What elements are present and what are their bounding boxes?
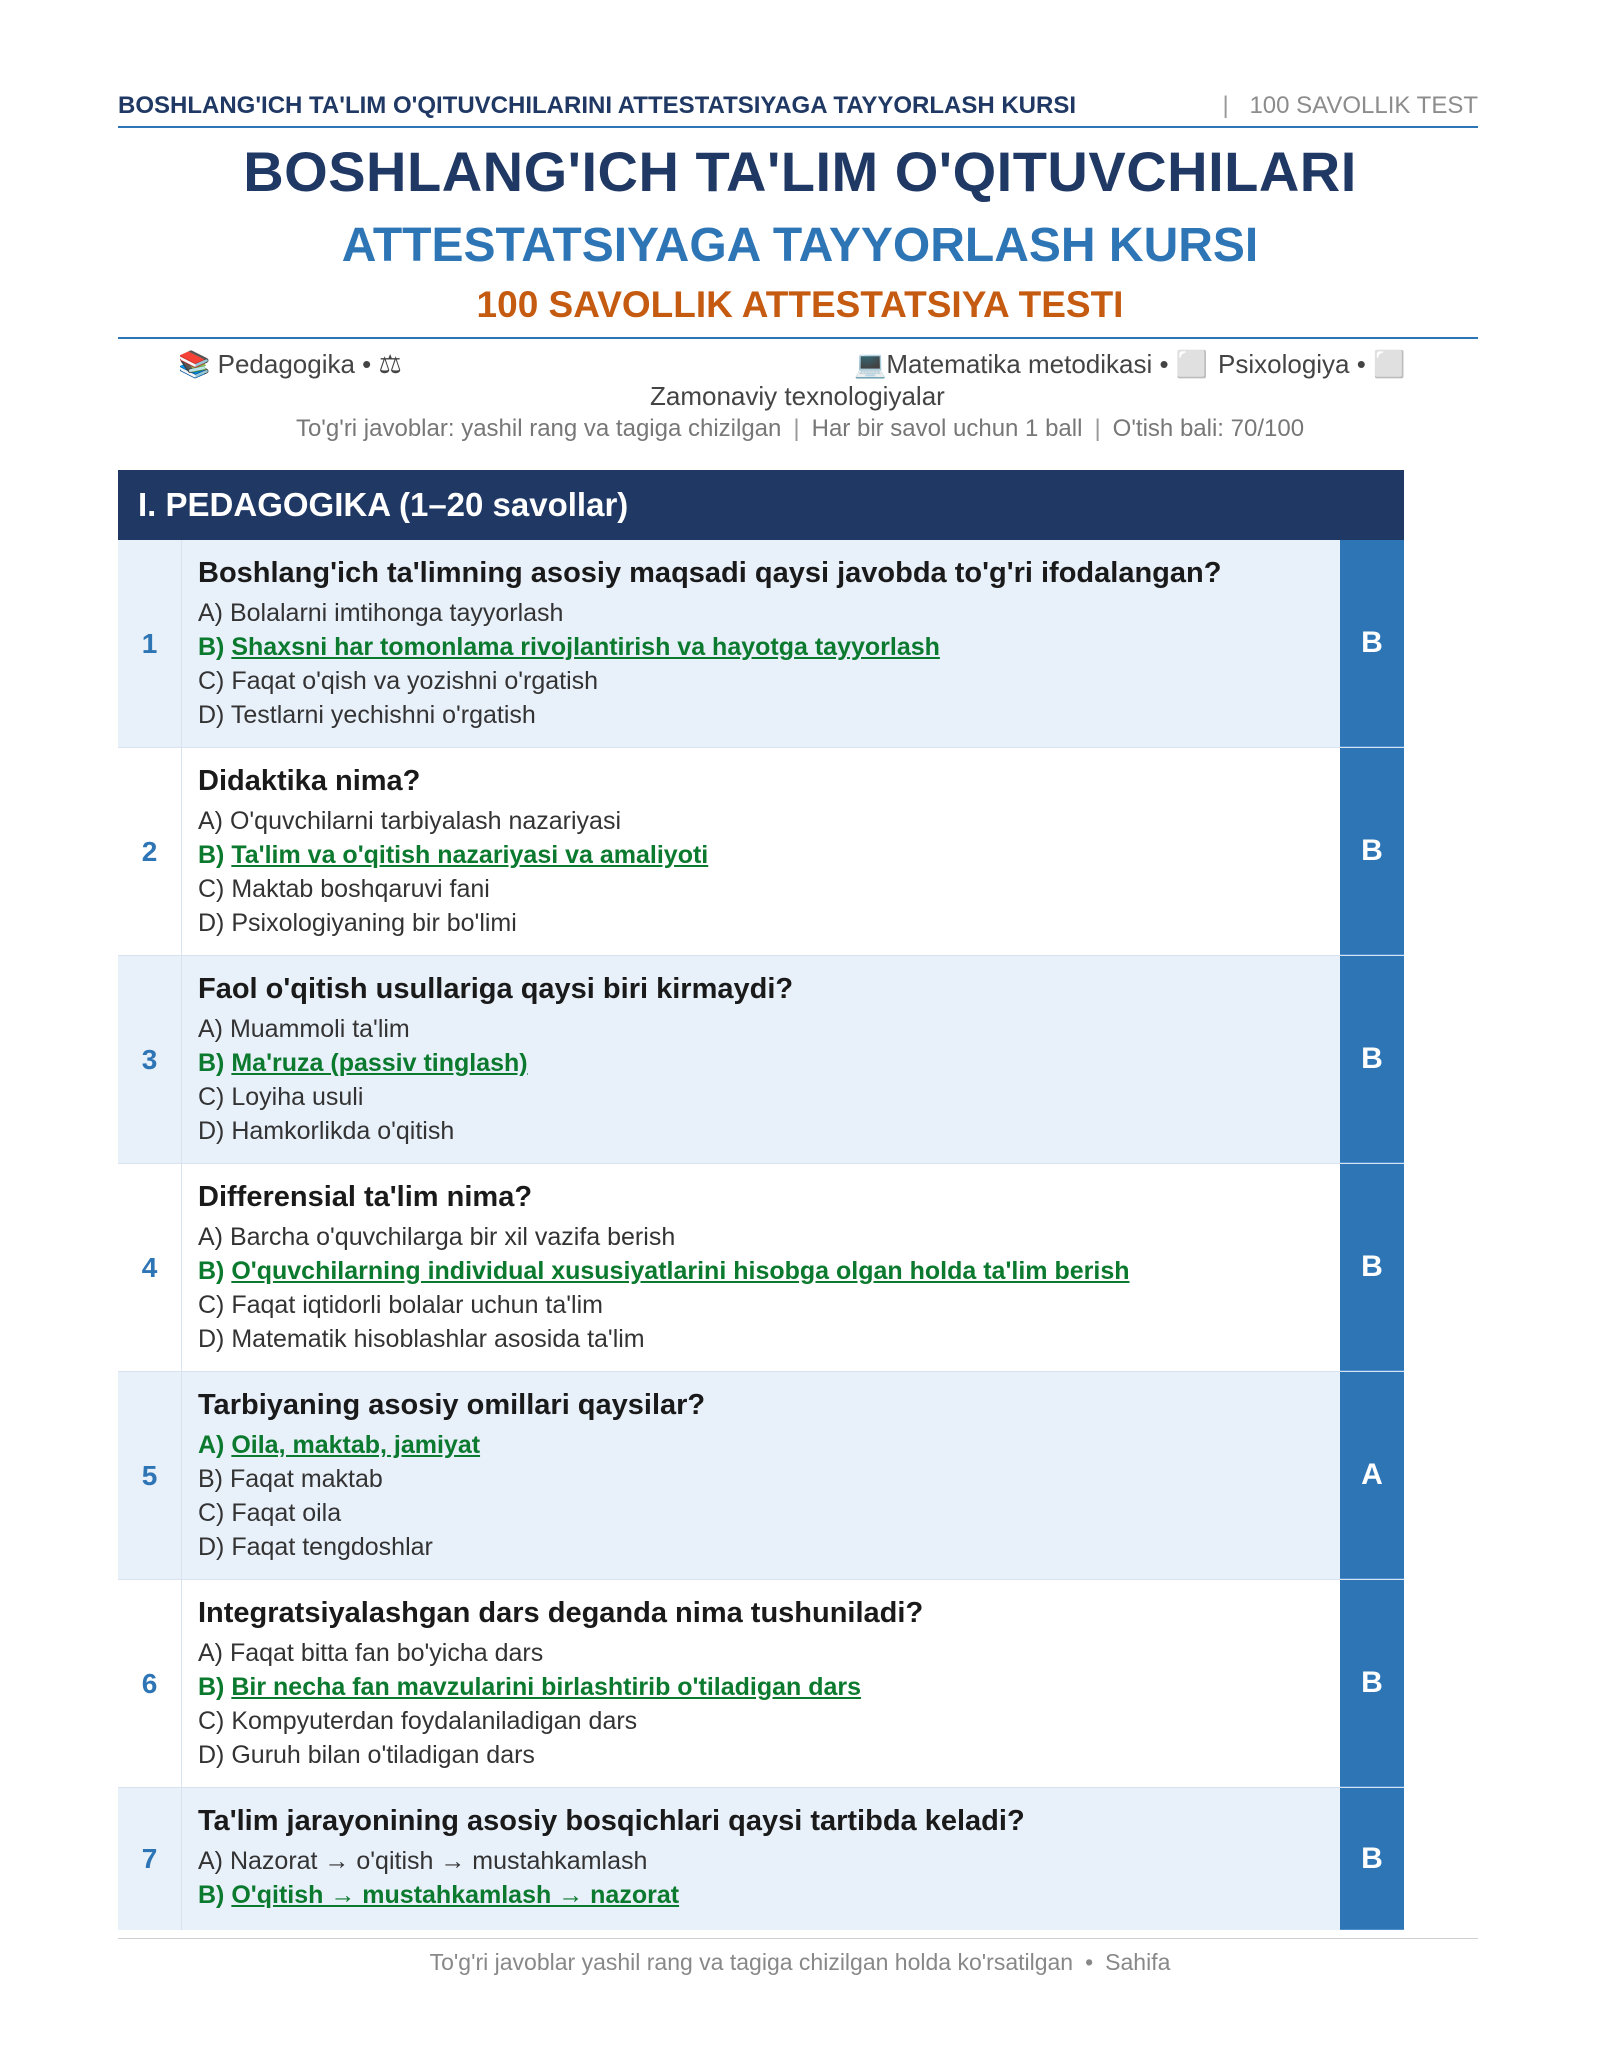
option-letter: B) bbox=[198, 1881, 225, 1909]
question-row bbox=[118, 1788, 1404, 1930]
option-text: Faqat tengdoshlar bbox=[231, 1533, 433, 1561]
option-letter: A) bbox=[198, 1431, 225, 1459]
option bbox=[198, 1844, 1340, 1878]
question-row bbox=[118, 1580, 1404, 1788]
option bbox=[198, 1738, 1340, 1772]
option-text: Guruh bilan o'tiladigan dars bbox=[231, 1741, 535, 1769]
option-letter: A) bbox=[198, 1639, 223, 1667]
page-footer bbox=[0, 1948, 1600, 1976]
option-correct bbox=[198, 1046, 1340, 1080]
option bbox=[198, 906, 1340, 940]
option-letter: A) bbox=[198, 1847, 223, 1875]
option-correct bbox=[198, 838, 1340, 872]
option bbox=[198, 1636, 1340, 1670]
option bbox=[198, 664, 1340, 698]
option-text: Muammoli ta'lim bbox=[229, 1015, 410, 1043]
answer-key: B bbox=[1340, 1788, 1404, 1930]
question-number: 1 bbox=[118, 540, 182, 747]
answer-key: B bbox=[1340, 1164, 1404, 1371]
running-header-separator: | bbox=[1222, 92, 1229, 119]
question-body bbox=[182, 1164, 1340, 1371]
topic-matematika: 💻Matematika metodikasi • ⬜ bbox=[854, 349, 1209, 379]
option-correct bbox=[198, 1878, 1340, 1912]
topic-list bbox=[178, 348, 1538, 414]
question-text: Integratsiyalashgan dars deganda nima tushuniladi? bbox=[198, 1597, 924, 1629]
question-text: Ta'lim jarayonining asosiy bosqichlari qaysi tartibda keladi? bbox=[198, 1805, 1025, 1837]
question-body bbox=[182, 748, 1340, 955]
option-text: Loyiha usuli bbox=[231, 1083, 364, 1111]
option-text: Kompyuterdan foydalaniladigan dars bbox=[231, 1707, 638, 1735]
option-text: O'quvchilarni tarbiyalash nazariyasi bbox=[229, 807, 622, 835]
footer-page-label: Sahifa bbox=[1105, 1949, 1171, 1975]
option bbox=[198, 1322, 1340, 1356]
option-letter: C) bbox=[198, 1707, 225, 1735]
option-text: O'quvchilarning individual xususiyatlarini hisobga olgan holda ta'lim berish bbox=[231, 1257, 1130, 1285]
option-correct bbox=[198, 1428, 1340, 1462]
option-text: Ta'lim va o'qitish nazariyasi va amaliyoti bbox=[231, 841, 709, 869]
option-text: Ma'ruza (passiv tinglash) bbox=[231, 1049, 528, 1077]
option-letter: B) bbox=[198, 841, 225, 869]
question-row bbox=[118, 956, 1404, 1164]
option-correct bbox=[198, 1670, 1340, 1704]
question-text: Boshlang'ich ta'limning asosiy maqsadi qaysi javobda to'g'ri ifodalangan? bbox=[198, 557, 1222, 589]
option-letter: B) bbox=[198, 1673, 225, 1701]
info-correct-answers: To'g'ri javoblar: yashil rang va tagiga chizilgan bbox=[295, 415, 782, 442]
topic-psixologiya: Psixologiya • ⬜ bbox=[1218, 349, 1406, 379]
question-row bbox=[118, 748, 1404, 956]
option-letter: B) bbox=[198, 633, 225, 661]
option-letter: D) bbox=[198, 909, 225, 937]
question-number: 4 bbox=[118, 1164, 182, 1371]
question-text: Faol o'qitish usullariga qaysi biri kirmaydi? bbox=[198, 973, 794, 1005]
question-number: 7 bbox=[118, 1788, 182, 1930]
question-number: 3 bbox=[118, 956, 182, 1163]
option bbox=[198, 1496, 1340, 1530]
option bbox=[198, 1220, 1340, 1254]
option-text: Faqat oila bbox=[231, 1499, 342, 1527]
option bbox=[198, 1080, 1340, 1114]
info-pass-score: O'tish bali: 70/100 bbox=[1112, 415, 1305, 442]
answer-key: A bbox=[1340, 1372, 1404, 1579]
topic-pedagogika: 📚 Pedagogika • ⚖ bbox=[178, 349, 402, 379]
option-correct bbox=[198, 630, 1340, 664]
running-header-course: BOSHLANG'ICH TA'LIM O'QITUVCHILARINI ATTESTATSIYAGA TAYYORLASH KURSI bbox=[118, 92, 1077, 119]
question-number: 5 bbox=[118, 1372, 182, 1579]
info-pipe: | bbox=[1094, 415, 1101, 442]
option bbox=[198, 596, 1340, 630]
info-points: Har bir savol uchun 1 ball bbox=[811, 415, 1083, 442]
question-body bbox=[182, 540, 1340, 747]
question-body bbox=[182, 1788, 1340, 1930]
answer-key: B bbox=[1340, 1580, 1404, 1787]
option bbox=[198, 1114, 1340, 1148]
option bbox=[198, 804, 1340, 838]
option-letter: A) bbox=[198, 599, 223, 627]
footer-note: To'g'ri javoblar yashil rang va tagiga chizilgan holda ko'rsatilgan bbox=[429, 1949, 1074, 1975]
answer-key: B bbox=[1340, 956, 1404, 1163]
footer-divider bbox=[118, 1938, 1478, 1939]
question-body bbox=[182, 1372, 1340, 1579]
question-row bbox=[118, 1372, 1404, 1580]
question-text: Differensial ta'lim nima? bbox=[198, 1181, 533, 1213]
option bbox=[198, 1288, 1340, 1322]
option-letter: B) bbox=[198, 1049, 225, 1077]
option-text: Faqat o'qish va yozishni o'rgatish bbox=[231, 667, 599, 695]
option-text: Faqat maktab bbox=[229, 1465, 383, 1493]
option-letter: A) bbox=[198, 1223, 223, 1251]
option bbox=[198, 1462, 1340, 1496]
question-body bbox=[182, 956, 1340, 1163]
question-list bbox=[118, 540, 1404, 1930]
option-text: O'qitish → mustahkamlash → nazorat bbox=[231, 1881, 680, 1909]
option-text: Testlarni yechishni o'rgatish bbox=[230, 701, 536, 729]
question-text: Didaktika nima? bbox=[198, 765, 421, 797]
question-text: Tarbiyaning asosiy omillari qaysilar? bbox=[198, 1389, 706, 1421]
option-text: Barcha o'quvchilarga bir xil vazifa berish bbox=[229, 1223, 676, 1251]
option-correct bbox=[198, 1254, 1340, 1288]
option-letter: D) bbox=[198, 1741, 225, 1769]
option-letter: C) bbox=[198, 667, 225, 695]
option-text: Matematik hisoblashlar asosida ta'lim bbox=[231, 1325, 645, 1353]
question-row bbox=[118, 540, 1404, 748]
option-letter: C) bbox=[198, 875, 225, 903]
option bbox=[198, 1012, 1340, 1046]
running-header-test-label: 100 SAVOLLIK TEST bbox=[1249, 92, 1478, 119]
answer-key: B bbox=[1340, 540, 1404, 747]
option-text: Shaxsni har tomonlama rivojlantirish va hayotga tayyorlash bbox=[231, 633, 940, 661]
option-text: Hamkorlikda o'qitish bbox=[231, 1117, 455, 1145]
option-letter: C) bbox=[198, 1499, 225, 1527]
option-text: Bir necha fan mavzularini birlashtirib o'tiladigan dars bbox=[231, 1673, 862, 1701]
option-letter: A) bbox=[198, 1015, 223, 1043]
answer-key: B bbox=[1340, 748, 1404, 955]
option-text: Psixologiyaning bir bo'limi bbox=[231, 909, 517, 937]
option bbox=[198, 698, 1340, 732]
option-text: Faqat bitta fan bo'yicha dars bbox=[229, 1639, 544, 1667]
option-letter: C) bbox=[198, 1083, 225, 1111]
scoring-info bbox=[0, 414, 1600, 444]
option-letter: D) bbox=[198, 1533, 225, 1561]
question-number: 6 bbox=[118, 1580, 182, 1787]
option-letter: C) bbox=[198, 1291, 225, 1319]
option bbox=[198, 1530, 1340, 1564]
option-letter: D) bbox=[198, 1325, 225, 1353]
title-divider bbox=[118, 337, 1478, 339]
option-text: Maktab boshqaruvi fani bbox=[231, 875, 490, 903]
option bbox=[198, 872, 1340, 906]
option-letter: A) bbox=[198, 807, 223, 835]
document-test-title: 100 SAVOLLIK ATTESTATSIYA TESTI bbox=[476, 284, 1124, 325]
topic-texnologiyalar: Zamonaviy texnologiyalar bbox=[650, 381, 945, 411]
option bbox=[198, 1704, 1340, 1738]
option-text: Nazorat → o'qitish → mustahkamlash bbox=[229, 1847, 648, 1875]
option-letter: B) bbox=[198, 1257, 225, 1285]
info-pipe: | bbox=[793, 415, 800, 442]
question-body bbox=[182, 1580, 1340, 1787]
option-letter: D) bbox=[198, 701, 225, 729]
document-title: BOSHLANG'ICH TA'LIM O'QITUVCHILARI bbox=[243, 140, 1357, 203]
question-row bbox=[118, 1164, 1404, 1372]
footer-dot: • bbox=[1085, 1949, 1094, 1975]
option-text: Oila, maktab, jamiyat bbox=[231, 1431, 481, 1459]
option-letter: B) bbox=[198, 1465, 223, 1493]
question-number: 2 bbox=[118, 748, 182, 955]
option-letter: D) bbox=[198, 1117, 225, 1145]
option-text: Bolalarni imtihonga tayyorlash bbox=[229, 599, 564, 627]
document-subtitle: ATTESTATSIYAGA TAYYORLASH KURSI bbox=[341, 219, 1259, 272]
running-header bbox=[118, 92, 1478, 128]
section-header-pedagogika: I. PEDAGOGIKA (1–20 savollar) bbox=[118, 470, 1404, 540]
option-text: Faqat iqtidorli bolalar uchun ta'lim bbox=[231, 1291, 603, 1319]
running-header-right-group bbox=[1209, 92, 1478, 120]
